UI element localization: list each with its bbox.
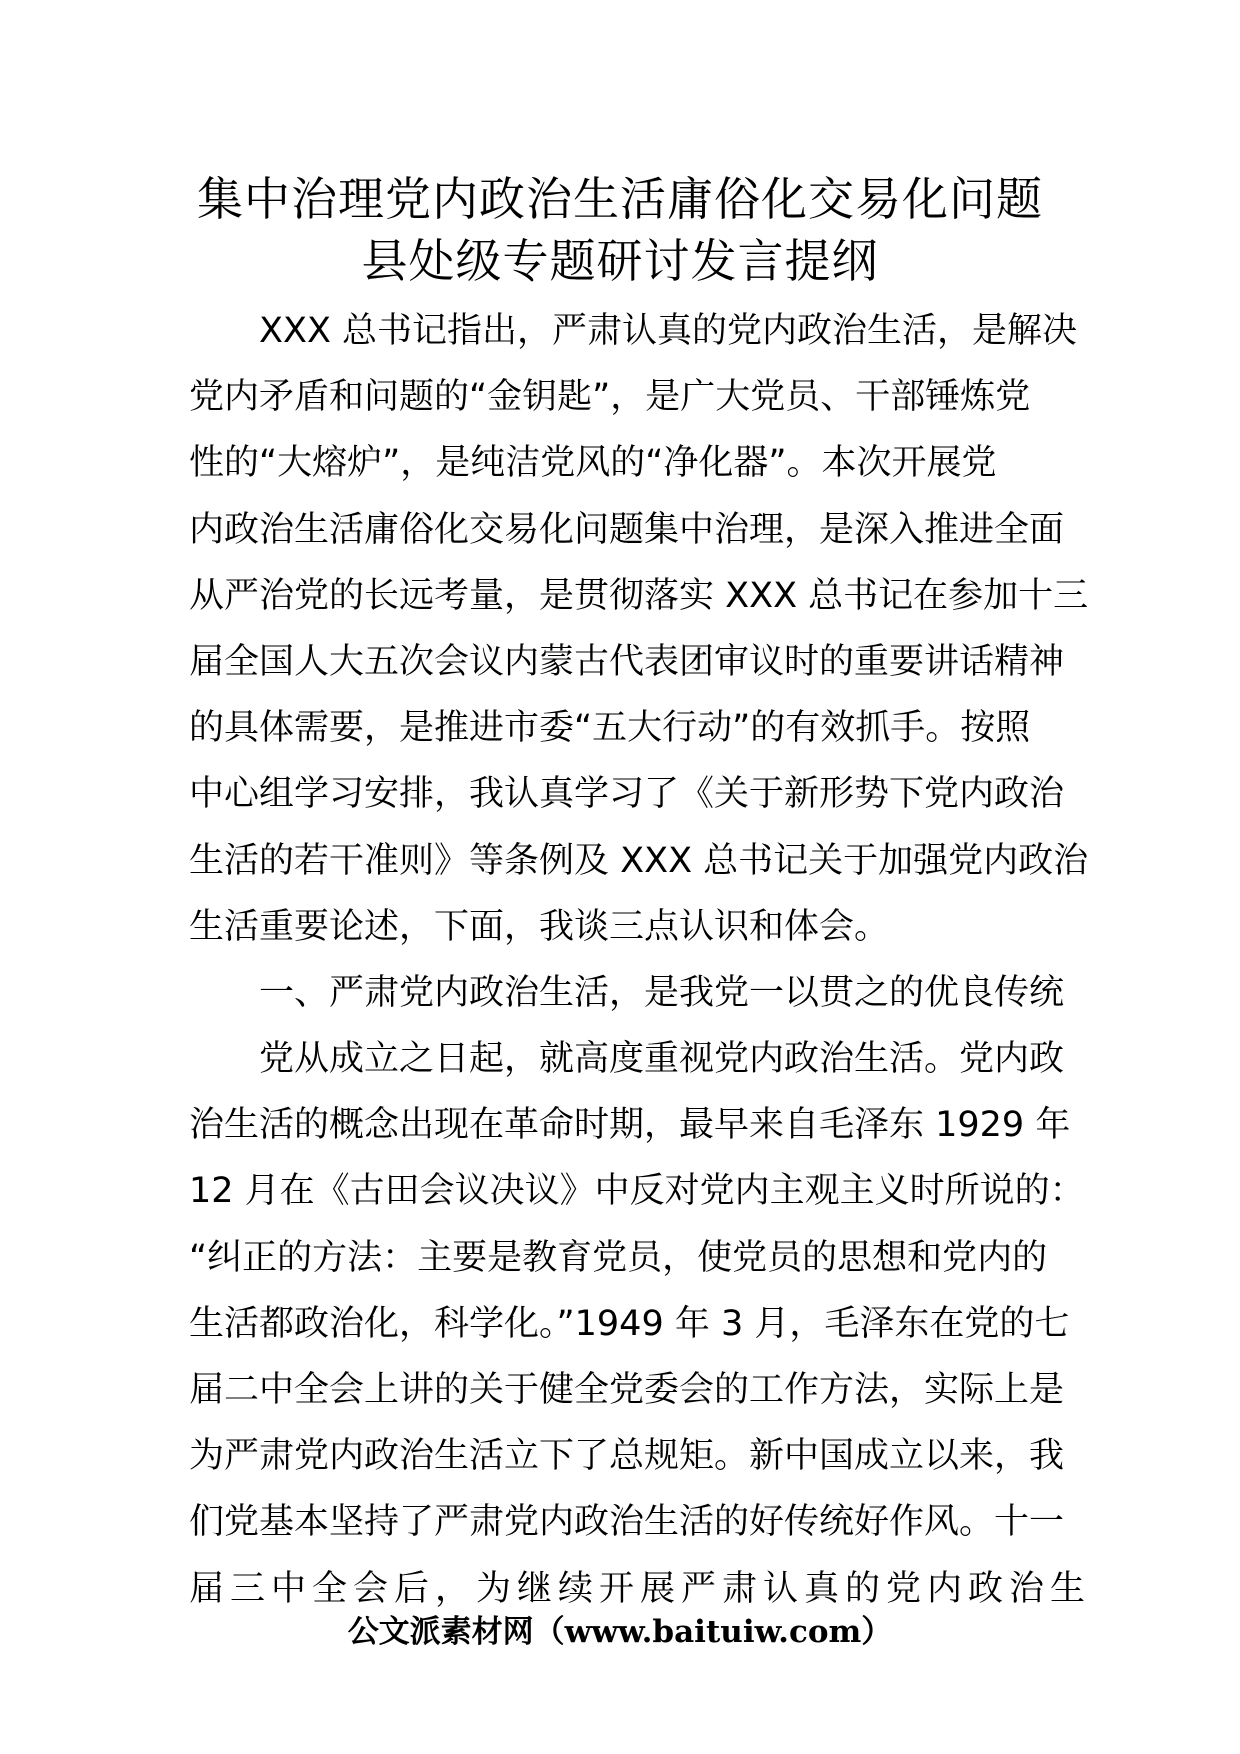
body-line: 为严肃党内政治生活立下了总规矩。新中国成立以来，我 [189,1436,1065,1477]
body-line: 党内矛盾和问题的“金钥匙”，是广大党员、干部锤炼党 [189,377,1031,418]
body-line: 12 月在《古田会议决议》中反对党内主观主义时所说的： [189,1171,1085,1212]
body-line: 中心组学习安排，我认真学习了《关于新形势下党内政治 [189,774,1065,815]
body-line: 生活的若干准则》等条例及 XXX 总书记关于加强党内政治 [189,840,1089,881]
document-title [0,168,1240,292]
section-heading: 一、严肃党内政治生活，是我党一以贯之的优良传统 [259,972,1065,1013]
body-line: 党从成立之日起，就高度重视党内政治生活。党内政 [259,1039,1065,1080]
footer-watermark: 公文派素材网（www.baituiw.com） [347,1614,893,1650]
body-line: 届全国人大五次会议内蒙古代表团审议时的重要讲话精神 [189,641,1065,682]
body-line: 从严治党的长远考量，是贯彻落实 XXX 总书记在参加十三 [189,575,1089,616]
body-line: “纠正的方法：主要是教育党员，使党员的思想和党内的 [189,1237,1048,1278]
title-line-1: 集中治理党内政治生活庸俗化交易化问题 [197,172,1043,226]
body-line: 们党基本坚持了严肃党内政治生活的好传统好作风。十一 [189,1502,1065,1543]
body-line: 内政治生活庸俗化交易化问题集中治理，是深入推进全面 [189,509,1065,550]
body-line: 治生活的概念出现在革命时期，最早来自毛泽东 1929 年 [189,1105,1071,1146]
body-line: 届二中全会上讲的关于健全党委会的工作方法，实际上是 [189,1370,1065,1410]
document-body [189,298,1092,1622]
body-line: 生活都政治化，科学化。”1949 年 3 月，毛泽东在党的七 [189,1303,1070,1344]
body-line: XXX 总书记指出，严肃认真的党内政治生活，是解决 [259,311,1078,351]
title-line-2: 县处级专题研讨发言提纲 [361,234,879,288]
body-line: 届三中全会后，为继续开展严肃认真的党内政治生 [189,1568,1092,1609]
body-line: 生活重要论述，下面，我谈三点认识和体会。 [189,906,890,947]
body-line: 的具体需要，是推进市委“五大行动”的有效抓手。按照 [189,708,1031,749]
body-line: 性的“大熔炉”，是纯洁党风的“净化器”。本次开展党 [189,443,997,484]
